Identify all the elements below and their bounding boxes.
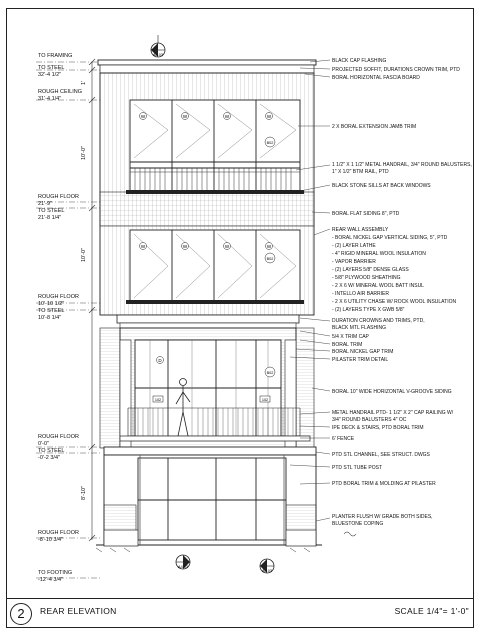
note: BORAL FLAT SIDING 8", PTD [332, 211, 400, 217]
level-label: TO STEEL [38, 308, 65, 314]
stone-sill [126, 190, 304, 194]
note: METAL HANDRAIL PTD- 1 1/2" X 2" CAP RAILING W/ [332, 410, 454, 416]
section-tag: A4.03 [153, 53, 163, 57]
note: 1" X 1/2" BTM RAIL, PTD [332, 169, 389, 175]
level-label: ROUGH FLOOR [38, 194, 79, 200]
level-label: ROUGH CEILING [38, 89, 83, 95]
level-label: 0'-0" [38, 441, 49, 447]
note: REAR WALL ASSEMBLY [332, 227, 389, 233]
window-tag: W [266, 114, 272, 119]
level-label: -12'-4 3/4" [38, 577, 64, 583]
note: - BORAL NICKEL GAP VERTICAL SIDING, 5", PTD [332, 235, 448, 241]
revision-mark [344, 532, 356, 536]
note: BLACK MTL FLASHING [332, 325, 386, 331]
level-label: ROUGH FLOOR [38, 294, 79, 300]
door-tag: 102 [154, 398, 162, 402]
drawing-title: REAR ELEVATION [40, 606, 117, 616]
section-marker-bottom-left [176, 555, 190, 569]
note: 2 X BORAL EXTENSION JAMB TRIM [332, 124, 417, 130]
level-label: TO FRAMING [38, 53, 73, 59]
dimension-label: 1' [81, 80, 87, 85]
stair-tag: B02 [266, 141, 274, 145]
drawing-scale: SCALE 1/4"= 1'-0" [394, 606, 469, 616]
note: - VAPOR BARRIER [332, 259, 376, 265]
note: - INTELLO AIR BARRIER [332, 291, 389, 297]
dimension-label: 10'-0" [81, 145, 87, 160]
window-tag: W [266, 244, 272, 249]
dimension-string [89, 59, 95, 541]
level-label: ROUGH FLOOR [38, 530, 79, 536]
note: IPE DECK & STAIRS, PTD BORAL TRIM [332, 425, 424, 431]
upper-window-group [130, 100, 300, 192]
level-label: 21'-8 1/4" [38, 215, 62, 221]
window-tag: D [158, 358, 162, 363]
note: BORAL HORIZONTAL FASCIA BOARD [332, 75, 420, 81]
note: DURATION CROWNS AND TRIMS, PTD, [332, 318, 425, 324]
stair-tag: B02 [266, 257, 274, 261]
window-tag: W [182, 114, 188, 119]
level-label: 21'-9" [38, 201, 53, 207]
level-label: -8'-10 3/4" [38, 537, 64, 543]
note: PILASTER TRIM DETAIL [332, 357, 389, 363]
note: BLUESTONE COPING [332, 521, 384, 527]
drawing-number-circle: 2 [10, 603, 32, 625]
note: BORAL 10" WIDE HORIZONTAL V-GROOVE SIDING [332, 389, 452, 395]
section-marker-top [151, 35, 165, 57]
ipe-deck [120, 436, 310, 441]
note: 5/4 X TRIM CAP [332, 334, 369, 340]
note: - 5/8" PLYWOOD SHEATHING [332, 275, 401, 281]
level-label: 31'-4 1/4" [38, 96, 62, 102]
level-label: -0'-2 3/4" [38, 455, 60, 461]
level-label: TO STEEL [38, 208, 65, 214]
ground-hatch [96, 548, 310, 552]
note: PTD STL CHANNEL, SEE STRUCT. DWGS [332, 452, 430, 458]
note: PTD STL TUBE POST [332, 465, 383, 471]
section-tag: A4.03 [178, 565, 188, 569]
level-label: 32'-4 1/2" [38, 72, 62, 78]
note: BORAL NICKEL GAP TRIM [332, 349, 394, 355]
dimension-label: 8'-10" [81, 485, 87, 500]
window-tag: W [224, 244, 230, 249]
dimension-label: 10'-0" [81, 247, 87, 262]
section-marker-bottom-right [260, 559, 274, 573]
middle-window-group [130, 230, 300, 302]
note: 1 1/2" X 1 1/2" METAL HANDRAIL, 3/4" ROUND BALUSTERS, [332, 162, 472, 168]
notes [332, 58, 472, 527]
note: BLACK CAP FLASHING [332, 58, 387, 64]
note: PROJECTED SOFFIT, DURATIONS CROWN TRIM, PTD [332, 67, 460, 73]
dimension-labels [81, 81, 87, 500]
window-tag: W [224, 114, 230, 119]
note: - (2) LAYER LATHE [332, 243, 376, 249]
window-tag: W [140, 244, 146, 249]
stone-sill [126, 300, 304, 304]
note: - 2 X 6 UTILITY CHASE W/ ROCK WOOL INSULATION [332, 299, 457, 305]
note: - (2) LAYERS TYPE X GWB 5/8" [332, 307, 405, 313]
lower-glazing [138, 458, 286, 540]
level-label: TO STEEL [38, 65, 65, 71]
level-label: 10'-8 1/4" [38, 315, 62, 321]
level-label: TO STEEL [38, 448, 65, 454]
window-tag: W [182, 244, 188, 249]
note: - 2 X 6 W/ MINERAL WOOL BATT INSUL [332, 283, 424, 289]
level-label: 10'-10 1/2" [38, 301, 65, 307]
note: BLACK STONE SILLS AT BACK WINDOWS [332, 183, 431, 189]
note: BORAL TRIM [332, 342, 363, 348]
note: 6' FENCE [332, 436, 355, 442]
section-tag: A4.03 [262, 569, 272, 573]
stair-tag: B02 [266, 371, 274, 375]
level-labels [38, 53, 82, 583]
note: - 4" RIGID MINERAL WOOL INSULATION [332, 251, 426, 257]
note: PTD BORAL TRIM & MOLDING AT PILASTER [332, 481, 436, 487]
window-tag: W [140, 114, 146, 119]
level-label: ROUGH FLOOR [38, 434, 79, 440]
note: PLANTER FLUSH W/ GRADE BOTH SIDES, [332, 514, 433, 520]
level-label: TO FOOTING [38, 570, 73, 576]
note: 3/4" ROUND BALUSTERS 4" OC [332, 417, 407, 423]
door-tag: 102 [261, 398, 269, 402]
note: - (2) LAYERS 5/8" DENSE GLASS [332, 267, 409, 273]
